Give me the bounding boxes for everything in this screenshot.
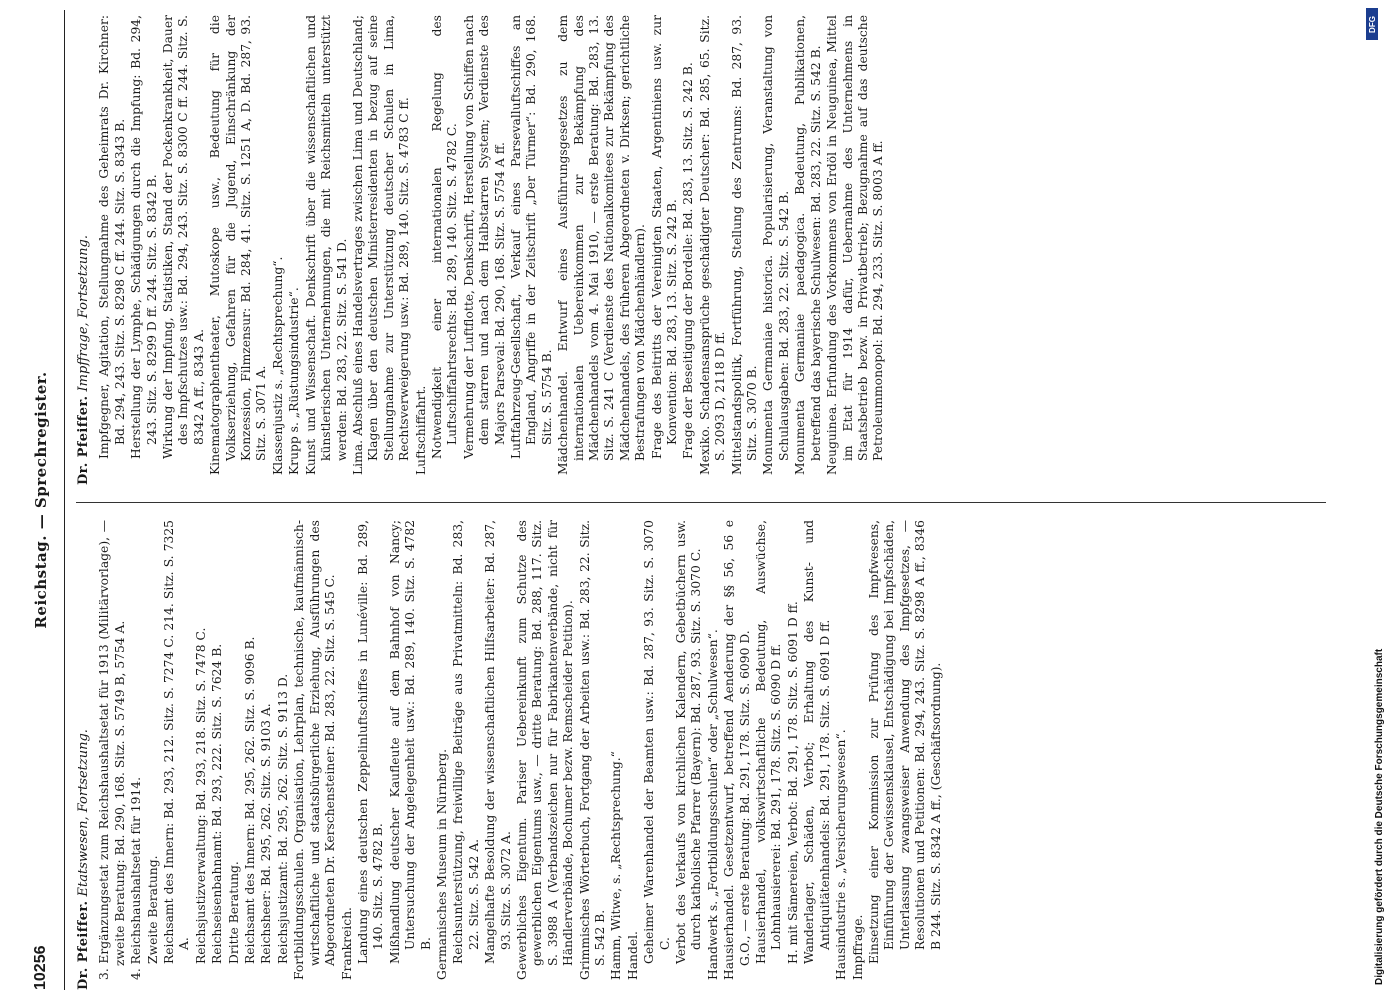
page-header bbox=[20, 10, 60, 990]
page-number: 10256 bbox=[32, 945, 49, 990]
register-entry: Krupp s. „Rüstungsindustrie“. bbox=[287, 287, 302, 475]
register-entry: Kunst und Wissenschaft. Denkschrift über die wissenschaftlichen und künstlerischen Unternehmungen, die mit Reichsmitteln unterstützt werden: Bd. 283, 22. Sitz. S. 541 D. bbox=[303, 15, 349, 475]
register-entry: Impfgegner, Agitation, Stellungnahme des Geheimrats Dr. Kirchner: Bd. 294, 243. Sitz. S. 8298 C ff. 244. Sitz. S. 8343 B. bbox=[97, 15, 127, 459]
register-entry: Reichsamt des Innern: Bd. 295, 262. Sitz. S. 9096 B. bbox=[243, 636, 258, 964]
register-entry: Hamm, Witwe, s. „Rechtsprechung.“ bbox=[609, 751, 624, 980]
speaker-name: Dr. Pfeiffer. bbox=[76, 395, 91, 485]
register-entry: Reichsheer: Bd. 295, 262. Sitz. S. 9103 A. bbox=[259, 703, 274, 964]
topic-label: Etatswesen, Fortsetzung. bbox=[76, 729, 91, 897]
register-entry: Reichsjustizverwaltung: Bd. 293, 218. Sitz. S. 7478 C. bbox=[193, 627, 208, 964]
register-entry: Gewerbliches Eigentum. Pariser Uebereinkunft zum Schutze des gewerblichen Eigentums usw., — dritte Beratung: Bd. 288, 117. Sitz. S. 3988 A (Verbandszeichen nur für Fabrikantenverbände, nicht für Händlerverbände, Bochumer bezw. Remscheider Petition). bbox=[514, 520, 576, 980]
rotated-page bbox=[20, 10, 1340, 990]
register-entry: Einsetzung einer Kommission zur Prüfung des Impfwesens, Einführung der Gewissensklausel, Entschädigung bei Impfschäden, Unterlassung zwangsweiser Anwendung des Impfgesetzes, — Resolutionen und Petitionen: Bd. 294, 243. Sitz. S. 8298 A ff., 8346 B 244. Sitz. S. 8342 A ff., (Geschäftsordnung). bbox=[866, 520, 943, 964]
register-entry: Wanderlager, Schäden, Verbot; Erhaltung des Kunst- und Antiquitätenhandels: Bd. 291, 178. Sitz. S. 6091 D ff. bbox=[802, 520, 832, 964]
register-entry: Monumenta Germaniae historica. Popularisierung, Veranstaltung von Schulausgaben: Bd. 283, 22. Sitz. S. 542 B. bbox=[761, 15, 791, 475]
register-entry: Reichsunterstützung, freiwillige Beiträge aus Privatmitteln: Bd. 283, 22. Sitz. S. 542 A. bbox=[451, 520, 481, 964]
left-column-heading bbox=[76, 520, 91, 990]
register-entry: Geheimer Warenhandel der Beamten usw.: Bd. 287, 93. Sitz. S. 3070 C. bbox=[642, 520, 672, 964]
register-entry: Zweite Beratung. bbox=[145, 855, 160, 964]
register-entry: Reichsamt des Innern: Bd. 293, 212. Sitz. S. 7274 C. 214. Sitz. S. 7325 A. bbox=[162, 520, 192, 964]
left-entries bbox=[97, 520, 944, 990]
register-entry: Verbot des Verkaufs von kirchlichen Kalendern, Gebetbüchern usw. durch katholische Pfarrer (Bayern): Bd. 287, 93. Sitz. S. 3070 C. bbox=[674, 520, 704, 964]
register-entry: Mexiko. Schadensansprüche geschädigter Deutscher: Bd. 285, 65. Sitz. S. 2093 D, 2118 D ff. bbox=[697, 15, 728, 475]
register-entry: Luftfahrzeug-Gesellschaft, Verkauf eines Parsevalluftschiffes an England, Angriffe in der Zeitschrift „Der Türmer“: Bd. 290, 168. Sitz. S. 5754 B. bbox=[508, 15, 554, 459]
register-entry: H. mit Sämereien, Verbot: Bd. 291, 178. Sitz. S. 6091 D ff. bbox=[785, 601, 800, 964]
register-entry: Neuguinea. Erfundung des Vorkommens von Erdöl in Neuguinea, Mittel im Etat für 1914 dafür, Uebernahme des Unternehmens in Staatsbetrieb bezw. in Privatbetrieb; Bezugnahme auf das deutsche Petroleummonopol: Bd. 294, 233. Sitz. S. 8003 A ff. bbox=[825, 15, 886, 475]
register-entry: Germanisches Museum in Nürnberg. bbox=[434, 748, 449, 980]
register-entry: 3. Ergänzungsetat zum Reichshaushaltsetat für 1913 (Militärvorlage), — zweite Beratung: Bd. 290, 168. Sitz. S. 5749 B, 5754 A. bbox=[97, 520, 127, 980]
digitization-credit bbox=[1352, 0, 1383, 1000]
register-entry: Mittelstandspolitik, Fortführung, Stellung des Zentrums: Bd. 287, 93. Sitz. S. 3070 B. bbox=[729, 15, 760, 475]
register-entry: Dritte Beratung. bbox=[226, 861, 241, 964]
register-entry: Mangelhafte Besoldung der wissenschaftlichen Hilfsarbeiter: Bd. 287, 93. Sitz. S. 3072 A. bbox=[483, 520, 513, 964]
right-column-heading bbox=[76, 15, 91, 485]
right-column bbox=[76, 15, 1326, 485]
speaker-name: Dr. Pfeiffer. bbox=[76, 900, 91, 990]
register-entry: Kinematographentheater, Mutoskope usw., Bedeutung für die Volkserziehung, Gefahren für die Jugend, Einschränkung der Konzession, Filmzensur: Bd. 284, 41. Sitz. S. 1251 A, D. Bd. 287, 93. Sitz. S. 3071 A. bbox=[208, 15, 269, 475]
register-entry: Impffrage. bbox=[850, 914, 865, 980]
right-entries bbox=[97, 15, 886, 485]
register-entry: 4. Reichshaushaltsetat für 1914. bbox=[129, 776, 144, 980]
register-entry: Reichseisenbahnamt: Bd. 293, 222. Sitz. S. 7624 B. bbox=[210, 643, 225, 964]
register-entry: Luftschiffahrt. bbox=[413, 385, 428, 475]
register-entry: Vermehrung der Luftflotte, Denkschrift, Herstellung von Schiffen nach dem starren und nach dem Halbstarren System; Verdienste des Majors Parseval: Bd. 290, 168. Sitz. S. 5754 A ff. bbox=[461, 15, 507, 459]
register-entry: Fortbildungsschulen. Organisation, Lehrplan, technische, kaufmännisch-wirtschaftliche und staatsbürgerliche Erziehung, Ausführungen des Abgeordneten Dr. Kerschensteiner: Bd. 283, 22. Sitz. S. 545 C. bbox=[292, 520, 338, 980]
register-entry: Herstellung der Lymphe, Schädigungen durch die Impfung: Bd. 294, 243. Sitz. S. 8299 D ff. 244. Sitz. S. 8342 B. bbox=[129, 15, 159, 459]
running-title: Reichstag. — Sprechregister. bbox=[32, 371, 50, 629]
dfg-logo: DFG bbox=[1366, 8, 1378, 40]
register-entry: Mädchenhandel. Entwurf eines Ausführungsgesetzes zu dem internationalen Uebereinkommen zur Bekämpfung des Mädchenhandels vom 4. Mai 1910, — erste Beratung: Bd. 283, 13. Sitz. S. 241 C (Verdienste des Nationalkomitees zur Bekämpfung des Mädchenhandels, des früheren Abgeordneten v. Dirksen; gerichtliche Bestrafungen von Mädchenhändlern). bbox=[556, 15, 648, 475]
register-entry: Landung eines deutschen Zeppelinluftschiffes in Lunéville: Bd. 289, 140. Sitz. S. 4782 B. bbox=[355, 520, 386, 964]
register-entry: Hausierhandel. Gesetzentwurf, betreffend Aenderung der §§ 56, 56 e G.O., — erste Beratung: Bd. 291, 178. Sitz. S. 6090 D. bbox=[722, 520, 752, 980]
register-entry: Handwerk s. „Fortbildungsschulen“ oder „Schulwesen“. bbox=[705, 629, 720, 980]
credit-text: Digitalisierung gefördert durch die Deutsche Forschungsgemeinschaft bbox=[1374, 648, 1385, 985]
register-entry: Lima. Abschluß eines Handelsvertrages zwischen Lima und Deutschland; Klagen über den deutschen Ministerresidenten in bezug auf seine Stellungnahme zur Unterstützung deutscher Schulen in Lima, Rechtsverweigerung usw.: Bd. 289, 140. Sitz. S. 4783 C ff. bbox=[350, 15, 412, 475]
register-entry: Grimmisches Wörterbuch, Fortgang der Arbeiten usw.: Bd. 283, 22. Sitz. S. 542 B. bbox=[577, 520, 607, 980]
register-entry: Frage der Beseitigung der Bordelle: Bd. 283, 13. Sitz. S. 242 B. bbox=[681, 62, 696, 459]
register-entry: Hausierhandel, volkswirtschaftliche Bedeutung, Auswüchse, Lohnhausiererei: Bd. 291, 178. Sitz. S. 6090 D ff. bbox=[754, 520, 784, 964]
register-entry: Reichsjustizamt: Bd. 295, 262. Sitz. S. 9113 D. bbox=[275, 673, 290, 964]
left-column bbox=[76, 520, 1326, 990]
register-entry: Klassenjustiz s. „Rechtsprechung“. bbox=[270, 256, 285, 475]
register-entry: Frage des Beitritts der Vereinigten Staaten, Argentiniens usw. zur Konvention: Bd. 283, 13. Sitz. S. 242 B. bbox=[649, 15, 680, 459]
register-entry: Handel. bbox=[625, 931, 640, 980]
register-entry: Mißhandlung deutscher Kaufleute auf dem Bahnhof von Nancy; Untersuchung der Angelegenheit usw.: Bd. 289, 140. Sitz. S. 4782 B. bbox=[387, 520, 433, 964]
register-entry: Wirkung der Impfung, Statistiken, Stand der Pockenkrankheit, Dauer des Impfschutzes usw.: Bd. 294, 243. Sitz. S. 8300 C ff. 244. Sitz. S. 8342 A ff., 8343 A. bbox=[161, 15, 206, 459]
register-entry: Notwendigkeit einer internationalen Regelung des Luftschiffahrtsrechts: Bd. 289, 140. Sitz. S. 4782 C. bbox=[429, 15, 460, 459]
topic-label: Impffrage, Fortsetzung. bbox=[76, 235, 91, 392]
header-rule bbox=[64, 10, 65, 990]
register-entry: Frankreich. bbox=[339, 907, 354, 980]
register-entry: Monumenta Germaniae paedagogica. Bedeutung, Publikationen, betreffend das bayerische Schulwesen: Bd. 283, 22. Sitz. S. 542 B. bbox=[793, 15, 823, 475]
register-entry: Hausindustrie s. „Versicherungswesen“. bbox=[834, 729, 849, 980]
column-divider bbox=[76, 502, 1326, 503]
